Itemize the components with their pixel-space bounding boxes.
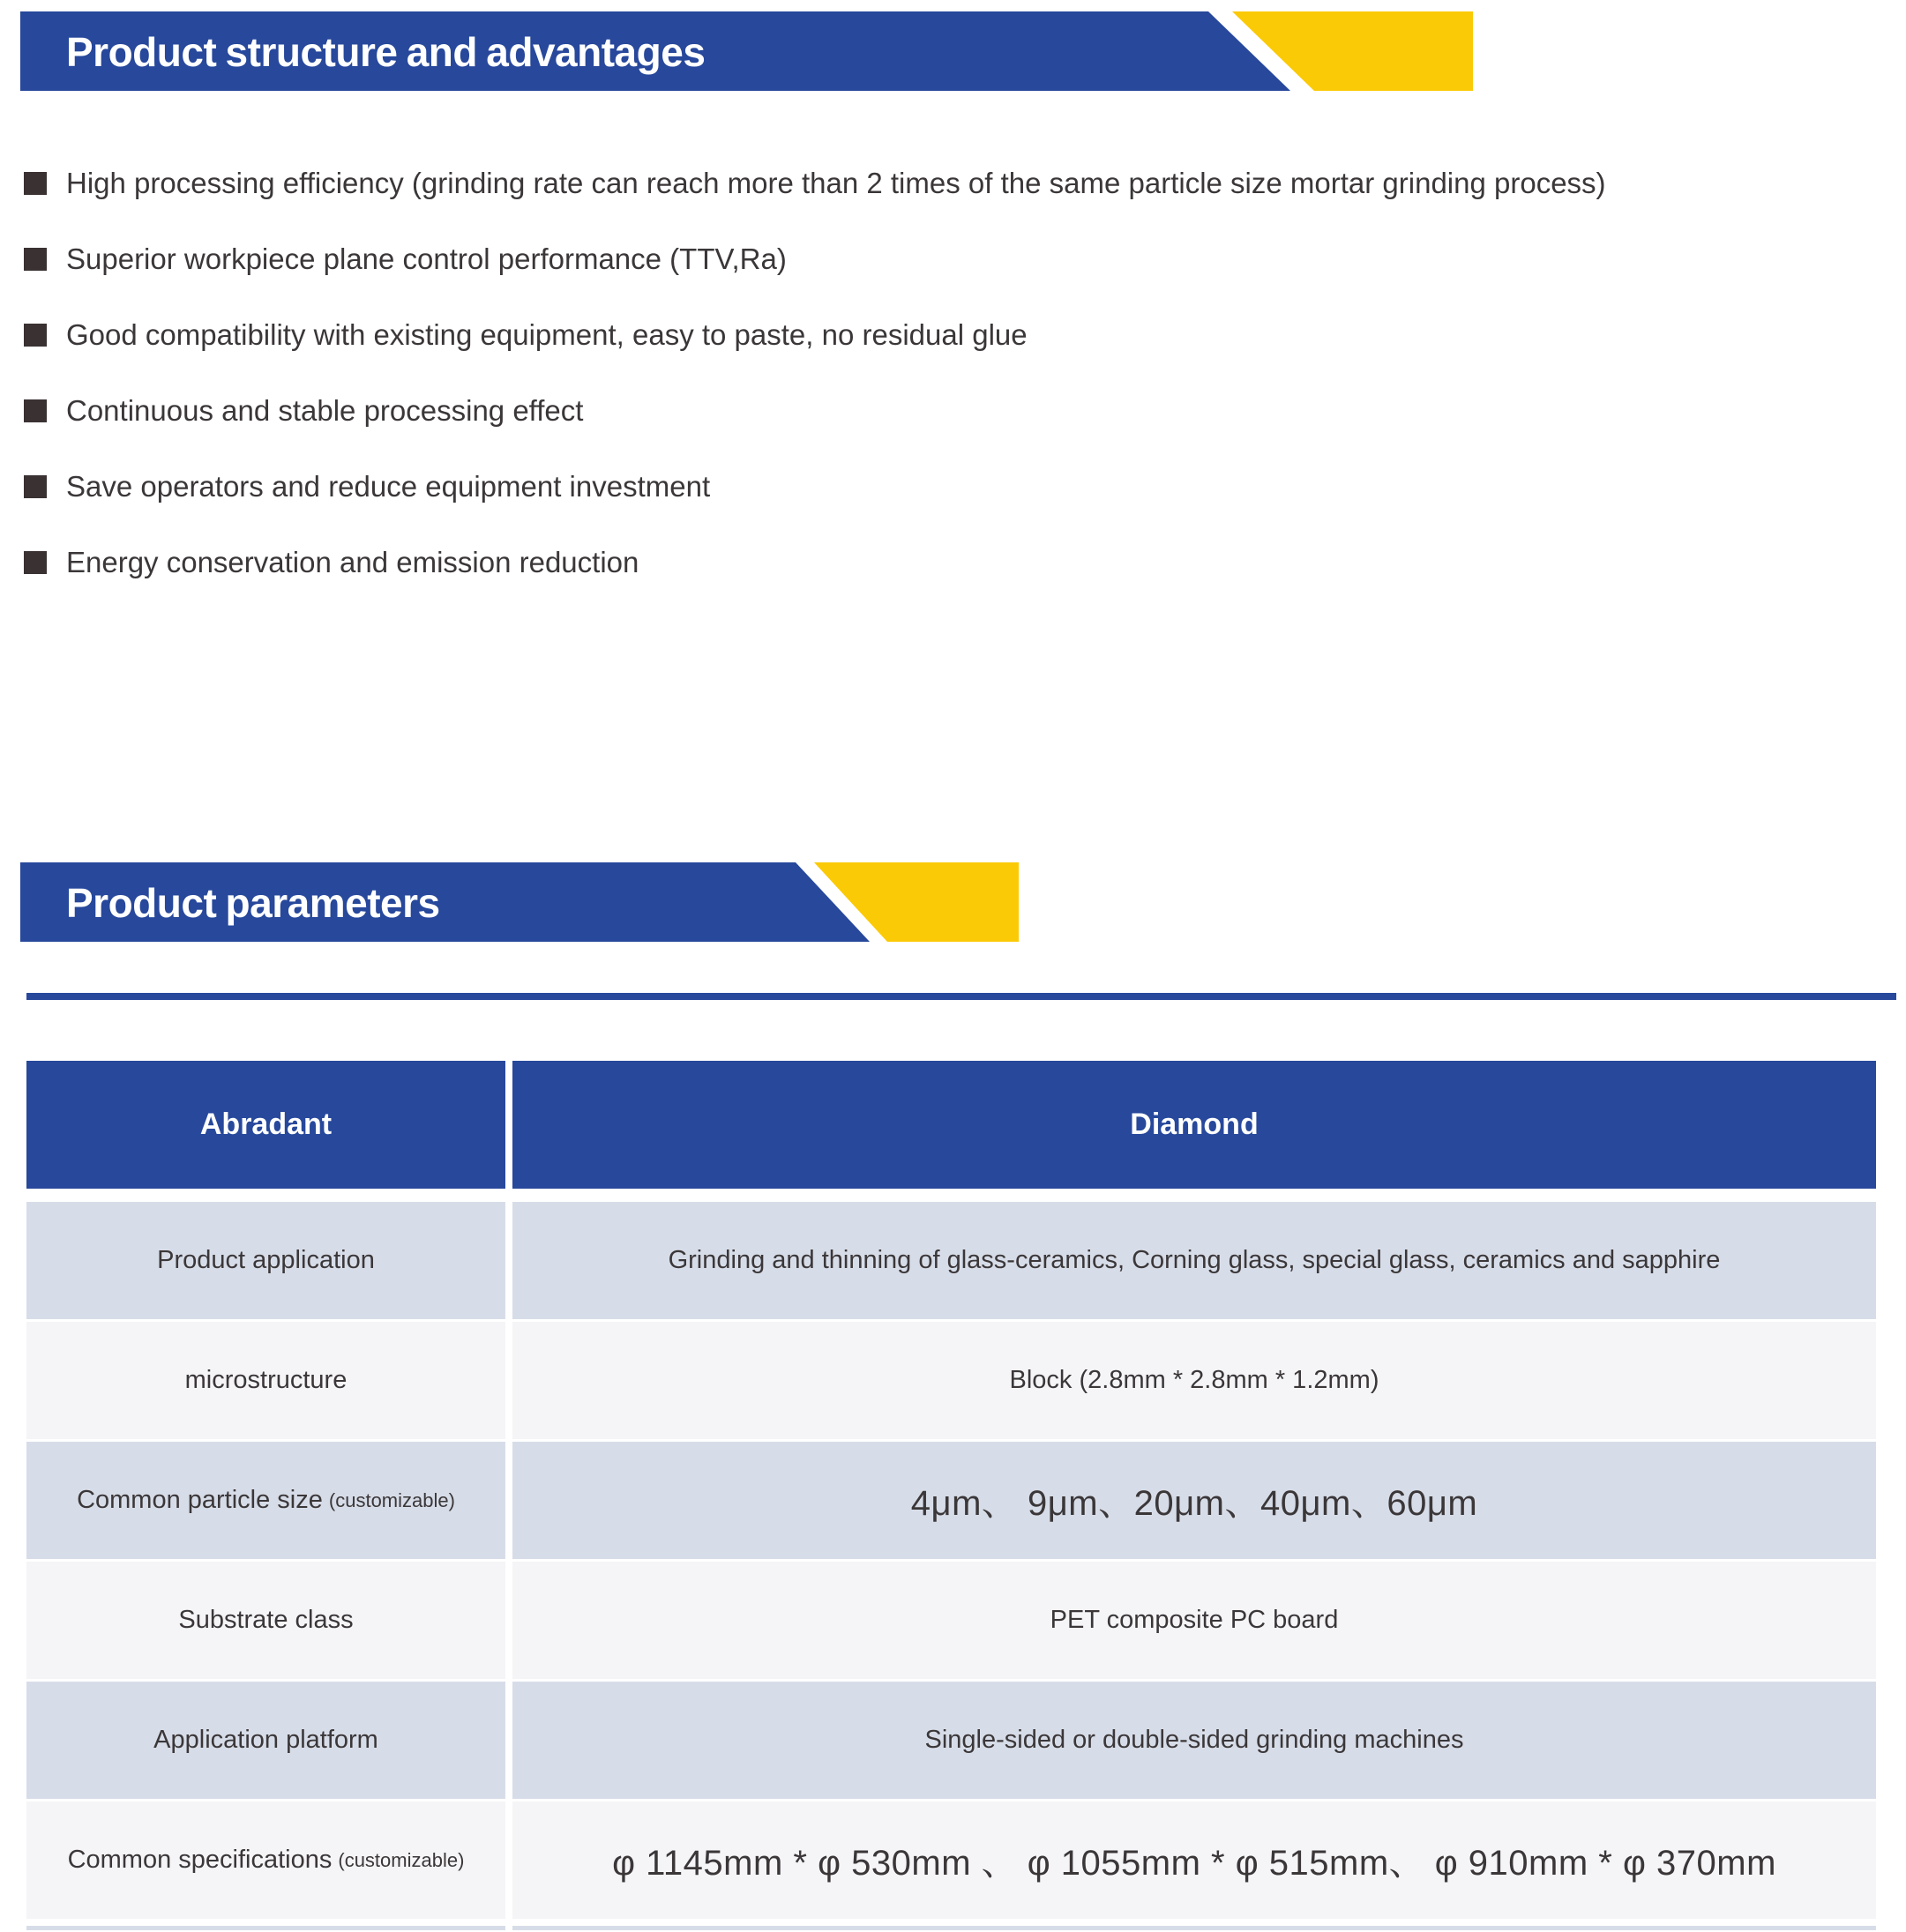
clipped-next-row bbox=[26, 1926, 1876, 1930]
square-bullet-icon bbox=[24, 172, 47, 195]
bullet-text: Continuous and stable processing effect bbox=[66, 394, 584, 427]
row-label: Product application bbox=[26, 1202, 505, 1319]
square-bullet-icon bbox=[24, 475, 47, 498]
list-item bbox=[24, 157, 1885, 210]
row-label-note: (customizable) bbox=[328, 1488, 455, 1511]
list-item bbox=[24, 384, 1885, 437]
list-item bbox=[24, 536, 1885, 589]
bullet-text: Save operators and reduce equipment investment bbox=[66, 470, 711, 503]
table-row bbox=[26, 1202, 1876, 1319]
square-bullet-icon bbox=[24, 551, 47, 574]
table-row bbox=[26, 1562, 1876, 1679]
row-value: 4μm、 9μm、20μm、40μm、60μm bbox=[512, 1442, 1876, 1559]
row-label: Application platform bbox=[26, 1682, 505, 1799]
blue-divider-line bbox=[26, 993, 1896, 1000]
table-row bbox=[26, 1801, 1876, 1919]
list-item bbox=[24, 233, 1885, 286]
table-header-row bbox=[26, 1061, 1876, 1189]
table-row bbox=[26, 1442, 1876, 1559]
row-value: Block (2.8mm * 2.8mm * 1.2mm) bbox=[512, 1322, 1876, 1439]
section-title-parameters: Product parameters bbox=[66, 880, 440, 926]
square-bullet-icon bbox=[24, 248, 47, 271]
advantages-list bbox=[24, 157, 1885, 612]
row-value: φ 1145mm * φ 530mm 、 φ 1055mm * φ 515mm、 φ 910mm * φ 370mm bbox=[512, 1801, 1876, 1919]
table-row bbox=[26, 1322, 1876, 1439]
row-value: Grinding and thinning of glass-ceramics, Corning glass, special glass, ceramics and sapphire bbox=[512, 1202, 1876, 1319]
row-value: PET composite PC board bbox=[512, 1562, 1876, 1679]
square-bullet-icon bbox=[24, 324, 47, 347]
row-label: microstructure bbox=[26, 1322, 505, 1439]
row-label: Common specifications (customizable) bbox=[26, 1801, 505, 1919]
row-label: Substrate class bbox=[26, 1562, 505, 1679]
bullet-text: Superior workpiece plane control performance (TTV,Ra) bbox=[66, 242, 787, 275]
row-label: Common particle size (customizable) bbox=[26, 1442, 505, 1559]
section-banner-structure bbox=[20, 11, 1473, 91]
bullet-text: Energy conservation and emission reduction bbox=[66, 546, 639, 578]
bullet-text: Good compatibility with existing equipment, easy to paste, no residual glue bbox=[66, 318, 1028, 351]
row-label-note: (customizable) bbox=[338, 1848, 465, 1871]
bullet-text: High processing efficiency (grinding rate can reach more than 2 times of the same particle size mortar grinding process) bbox=[66, 167, 1606, 199]
square-bullet-icon bbox=[24, 399, 47, 422]
section-title-structure: Product structure and advantages bbox=[66, 29, 706, 75]
list-item bbox=[24, 460, 1885, 513]
row-value: Single-sided or double-sided grinding machines bbox=[512, 1682, 1876, 1799]
parameters-table bbox=[26, 1061, 1876, 1930]
list-item bbox=[24, 309, 1885, 362]
header-cell-abradant: Abradant bbox=[26, 1061, 505, 1189]
header-cell-diamond: Diamond bbox=[512, 1061, 1876, 1189]
section-banner-parameters bbox=[20, 862, 1019, 942]
table-row bbox=[26, 1682, 1876, 1799]
